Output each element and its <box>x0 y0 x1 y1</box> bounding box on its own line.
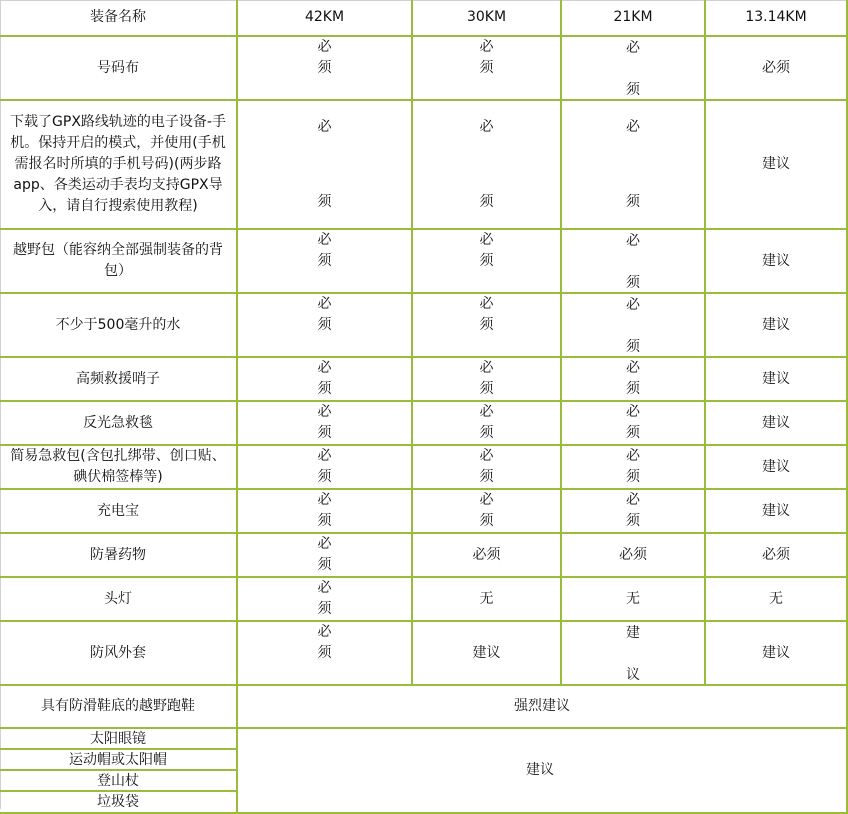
requirement-char: 必 <box>317 39 332 55</box>
requirement-char: 须 <box>479 317 494 333</box>
requirement-cell-c42 <box>237 489 412 533</box>
requirement-char: 须 <box>626 275 640 291</box>
equipment-name: 运动帽或太阳帽 <box>0 749 237 770</box>
equipment-name: 简易急救包(含包扎绑带、创口贴、碘伏棉签棒等) <box>0 445 237 489</box>
requirement-char <box>631 316 635 337</box>
requirement-cell-c30: 无 <box>412 577 561 621</box>
equipment-name: 高频救援哨子 <box>0 357 237 401</box>
equipment-name: 垃圾袋 <box>0 791 237 813</box>
requirement-char: 必 <box>479 492 494 508</box>
requirement-cell-c13: 建议 <box>705 229 847 293</box>
requirement-char: 须 <box>626 381 640 397</box>
requirement-char: 须 <box>317 557 332 573</box>
requirement-char: 必 <box>626 297 640 313</box>
requirement-cell-c42 <box>237 445 412 489</box>
merged-requirement-cell: 强烈建议 <box>237 685 847 728</box>
requirement-cell-c21: 无 <box>561 577 705 621</box>
requirement-cell-c30: 必须 <box>412 533 561 577</box>
table-row <box>0 36 847 100</box>
requirement-cell-c13: 建议 <box>705 100 847 229</box>
table-row <box>0 100 847 229</box>
header-30km: 30KM <box>412 0 561 36</box>
requirement-cell-c42 <box>237 100 412 229</box>
requirement-cell-c21 <box>561 229 705 293</box>
header-13km: 13.14KM <box>705 0 847 36</box>
requirement-char: 须 <box>317 193 332 210</box>
requirement-char: 必 <box>626 492 640 508</box>
equipment-name: 不少于500毫升的水 <box>0 293 237 357</box>
requirement-cell-c21: 必须 <box>561 533 705 577</box>
equipment-name: 越野包（能容纳全部强制装备的背包） <box>0 229 237 293</box>
requirement-cell-c21 <box>561 489 705 533</box>
requirement-char: 须 <box>626 469 640 485</box>
requirement-cell-c13: 建议 <box>705 293 847 357</box>
requirement-cell-c42 <box>237 621 412 685</box>
requirement-char: 须 <box>479 381 494 397</box>
requirement-char: 须 <box>626 513 640 529</box>
equipment-name: 下载了GPX路线轨迹的电子设备-手机。保持开启的模式，并使用(手机需报名时所填的手机号码)(两步路app、各类运动手表均支持GPX导入，请自行搜索使用教程) <box>0 100 237 229</box>
equipment-name: 充电宝 <box>0 489 237 533</box>
requirement-cell-c42 <box>237 533 412 577</box>
requirement-char: 须 <box>479 513 494 529</box>
requirement-cell-c42 <box>237 401 412 445</box>
equipment-name: 太阳眼镜 <box>0 728 237 749</box>
table-row <box>0 577 847 621</box>
table-row <box>0 489 847 533</box>
requirement-char: 必 <box>626 448 640 464</box>
equipment-name: 号码布 <box>0 36 237 100</box>
requirement-char: 须 <box>479 425 494 441</box>
requirement-char: 必 <box>626 360 640 376</box>
requirement-char <box>631 252 635 273</box>
requirement-char: 必 <box>626 404 640 420</box>
requirement-cell-c30 <box>412 445 561 489</box>
requirement-char: 必 <box>317 360 332 376</box>
requirement-cell-c21 <box>561 445 705 489</box>
requirement-char: 须 <box>317 253 332 269</box>
requirement-char: 须 <box>317 601 332 617</box>
requirement-char <box>631 59 635 80</box>
requirement-char: 必 <box>317 492 332 508</box>
requirement-cell-c30 <box>412 293 561 357</box>
table-row <box>0 445 847 489</box>
requirement-char: 必 <box>479 232 494 248</box>
requirement-char: 必 <box>317 448 332 464</box>
header-row <box>0 0 847 36</box>
header-equipment-name: 装备名称 <box>0 0 237 36</box>
requirement-cell-c21 <box>561 293 705 357</box>
requirement-char: 必 <box>626 40 640 56</box>
equipment-name: 防风外套 <box>0 621 237 685</box>
requirement-char <box>631 644 635 665</box>
requirement-cell-c13: 建议 <box>705 445 847 489</box>
requirement-cell-c13: 建议 <box>705 401 847 445</box>
merged-requirement-cell: 建议 <box>237 728 847 813</box>
equipment-name: 登山杖 <box>0 770 237 791</box>
requirement-char: 须 <box>479 193 494 210</box>
requirement-cell-c42 <box>237 577 412 621</box>
requirement-cell-c13: 无 <box>705 577 847 621</box>
requirement-char: 须 <box>626 425 640 441</box>
requirement-cell-c21 <box>561 621 705 685</box>
requirement-cell-c30 <box>412 36 561 100</box>
table-row <box>0 229 847 293</box>
requirement-cell-c42 <box>237 357 412 401</box>
requirement-cell-c42 <box>237 229 412 293</box>
table-row-optional <box>0 728 847 749</box>
header-21km: 21KM <box>561 0 705 36</box>
requirement-cell-c21 <box>561 36 705 100</box>
requirement-char: 必 <box>317 232 332 248</box>
requirement-cell-c13: 建议 <box>705 357 847 401</box>
requirement-char: 必 <box>479 118 494 135</box>
requirement-char: 须 <box>317 381 332 397</box>
equipment-name: 反光急救毯 <box>0 401 237 445</box>
table-row <box>0 621 847 685</box>
requirement-char: 必 <box>317 118 332 135</box>
requirement-cell-c30 <box>412 229 561 293</box>
table-row <box>0 401 847 445</box>
requirement-char: 必 <box>317 296 332 312</box>
requirement-cell-c21 <box>561 357 705 401</box>
requirement-char: 须 <box>317 60 332 76</box>
requirement-char: 须 <box>626 339 640 355</box>
requirement-cell-c21 <box>561 401 705 445</box>
requirement-char: 须 <box>479 469 494 485</box>
requirement-char: 须 <box>626 193 640 210</box>
requirement-cell-c30 <box>412 100 561 229</box>
requirement-char: 须 <box>317 513 332 529</box>
header-42km: 42KM <box>237 0 412 36</box>
requirement-char: 须 <box>479 253 494 269</box>
requirement-char: 必 <box>626 118 640 135</box>
requirement-cell-c30 <box>412 489 561 533</box>
table-row <box>0 293 847 357</box>
requirement-cell-c13: 建议 <box>705 621 847 685</box>
requirement-char <box>322 154 326 175</box>
requirement-char: 须 <box>479 60 494 76</box>
requirement-char: 必 <box>479 296 494 312</box>
requirement-char: 必 <box>317 580 332 596</box>
equipment-name: 具有防滑鞋底的越野跑鞋 <box>0 685 237 728</box>
requirement-char: 建 <box>626 625 640 641</box>
requirement-char: 须 <box>317 317 332 333</box>
requirement-cell-c30 <box>412 357 561 401</box>
table-row <box>0 357 847 401</box>
requirement-char: 必 <box>317 536 332 552</box>
requirement-cell-c21 <box>561 100 705 229</box>
requirement-char: 议 <box>626 667 640 683</box>
requirement-char <box>484 154 488 175</box>
requirement-cell-c13: 必须 <box>705 36 847 100</box>
requirement-char: 必 <box>317 624 332 640</box>
requirement-cell-c42 <box>237 293 412 357</box>
requirement-char: 须 <box>626 82 640 98</box>
requirement-cell-c42 <box>237 36 412 100</box>
equipment-name: 头灯 <box>0 577 237 621</box>
requirement-char: 须 <box>317 425 332 441</box>
requirement-cell-c13: 建议 <box>705 489 847 533</box>
table-row <box>0 533 847 577</box>
requirement-char: 必 <box>626 233 640 249</box>
requirement-cell-c30: 建议 <box>412 621 561 685</box>
requirement-cell-c30 <box>412 401 561 445</box>
requirement-cell-c13: 必须 <box>705 533 847 577</box>
requirement-char <box>631 154 635 175</box>
requirement-char: 必 <box>479 360 494 376</box>
equipment-name: 防暑药物 <box>0 533 237 577</box>
requirement-char: 必 <box>317 404 332 420</box>
requirement-char: 须 <box>317 645 332 661</box>
requirement-char: 必 <box>479 404 494 420</box>
requirement-char: 须 <box>317 469 332 485</box>
table-row-shoes <box>0 685 847 728</box>
requirement-char: 必 <box>479 39 494 55</box>
requirement-char: 必 <box>479 448 494 464</box>
